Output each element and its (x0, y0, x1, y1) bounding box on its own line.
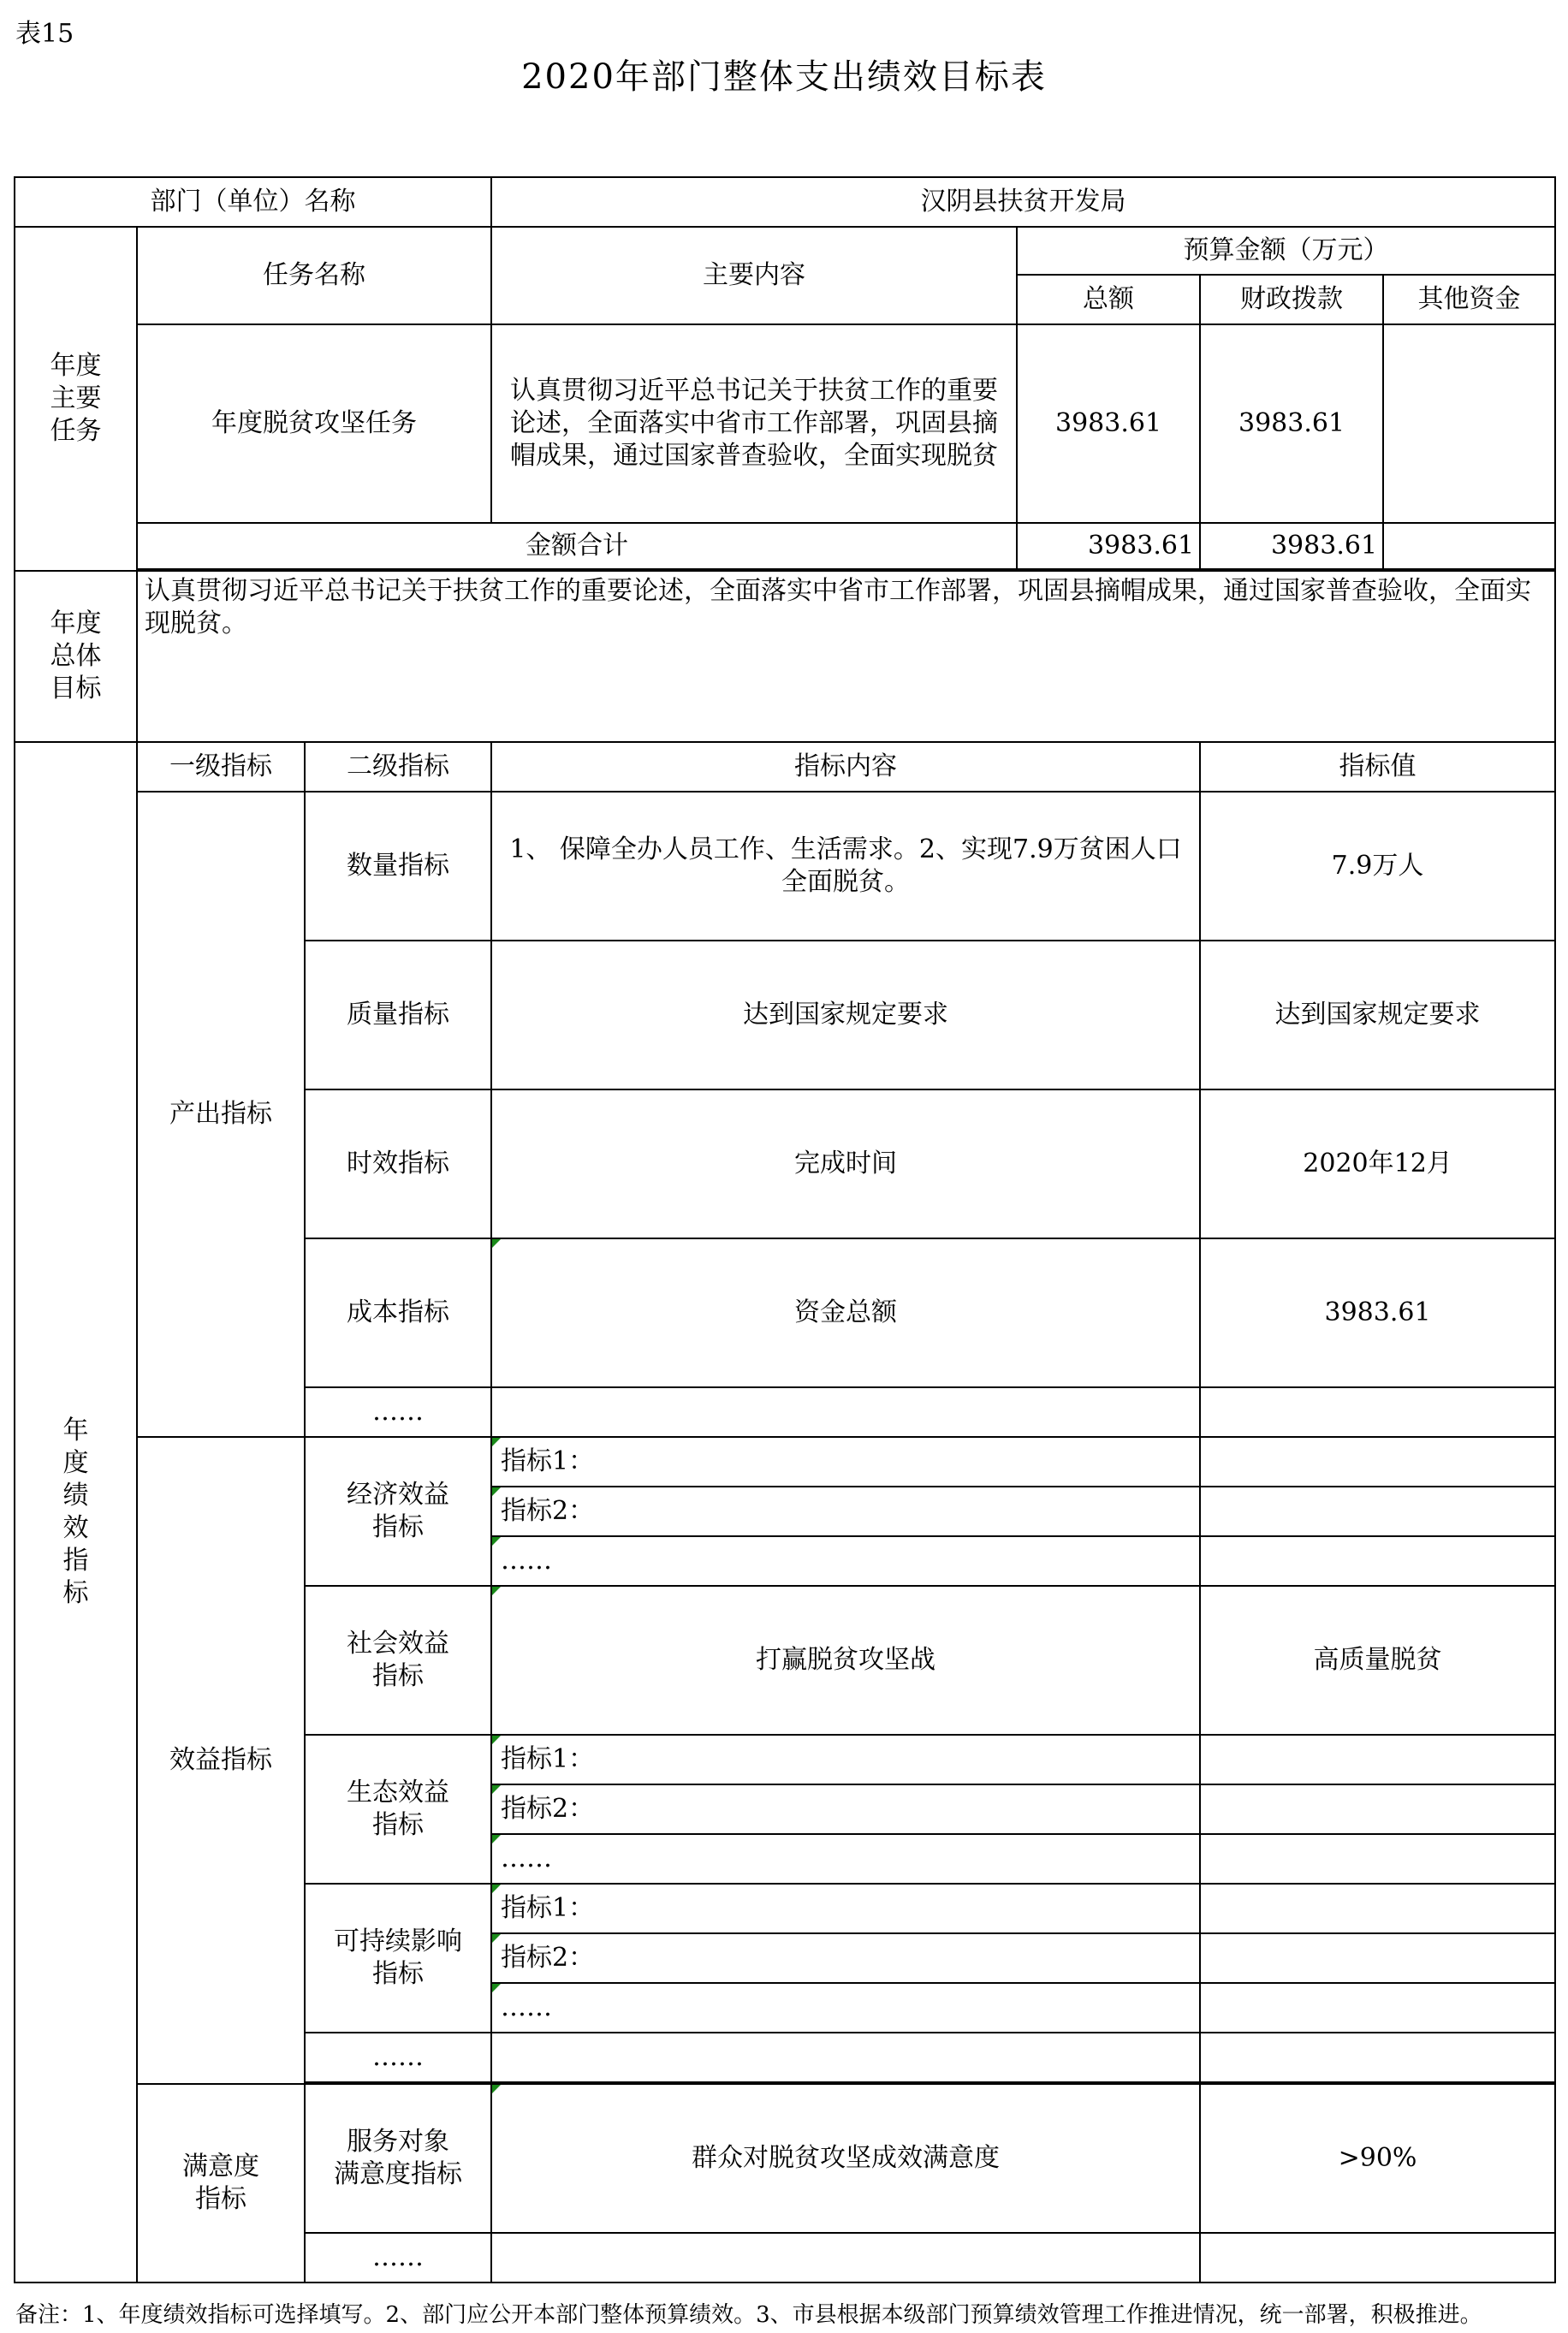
sum-fiscal: 3983.61 (1200, 523, 1383, 569)
economic-name: 经济效益 指标 (305, 1437, 491, 1586)
benefit-more: …… (305, 2033, 491, 2082)
quantity-value: 7.9万人 (1200, 792, 1555, 941)
output-label: 产出指标 (137, 792, 305, 1437)
ecological-item-1: 指标1： (491, 1735, 1200, 1784)
quality-name: 质量指标 (305, 941, 491, 1089)
economic-item-1: 指标1： (491, 1437, 1200, 1487)
benefit-more-value (1200, 2033, 1555, 2082)
task-content: 认真贯彻习近平总书记关于扶贫工作的重要论述，全面落实中省市工作部署，巩固县摘帽成果，通过国家普查验收，全面实现脱贫 (491, 324, 1017, 523)
annual-tasks-label: 年度 主要 任务 (15, 227, 137, 571)
economic-more: …… (491, 1536, 1200, 1586)
service-name: 服务对象 满意度指标 (305, 2084, 491, 2233)
ecological-more: …… (491, 1834, 1200, 1884)
performance-table (14, 176, 1556, 2283)
content-header: 指标内容 (491, 742, 1200, 792)
satisfaction-more: …… (305, 2233, 491, 2283)
overall-goal-text: 认真贯彻习近平总书记关于扶贫工作的重要论述，全面落实中省市工作部署，巩固县摘帽成果，通过国家普查验收，全面实现脱贫。 (137, 571, 1555, 742)
quality-value: 达到国家规定要求 (1200, 941, 1555, 1089)
task-other (1383, 324, 1555, 523)
output-more: …… (305, 1387, 491, 1437)
economic-value-more (1200, 1536, 1555, 1586)
cost-value: 3983.61 (1200, 1238, 1555, 1387)
lvl1-header: 一级指标 (137, 742, 305, 792)
sustainable-more: …… (491, 1983, 1200, 2033)
total-header: 总额 (1017, 275, 1200, 324)
perf-label: 年 度 绩 效 指 标 (15, 742, 137, 2283)
sustainable-name: 可持续影响 指标 (305, 1884, 491, 2033)
value-header: 指标值 (1200, 742, 1555, 792)
service-value: >90% (1200, 2084, 1555, 2233)
benefit-more-content (491, 2033, 1200, 2082)
overall-goal-label: 年度 总体 目标 (15, 571, 137, 742)
dept-label: 部门（单位）名称 (15, 177, 491, 227)
benefit-label: 效益指标 (137, 1437, 305, 2084)
output-more-value (1200, 1387, 1555, 1437)
social-value: 高质量脱贫 (1200, 1586, 1555, 1735)
sum-label: 金额合计 (137, 523, 1017, 569)
ecological-item-2: 指标2： (491, 1784, 1200, 1834)
fiscal-header: 财政拨款 (1200, 275, 1383, 324)
economic-value-1 (1200, 1437, 1555, 1487)
footnote: 备注：1、年度绩效指标可选择填写。2、部门应公开本部门整体预算绩效。3、市县根据本级部门预算绩效管理工作推进情况，统一部署，积极推进。 (15, 2302, 1482, 2328)
cost-name: 成本指标 (305, 1238, 491, 1387)
satisfaction-more-value (1200, 2233, 1555, 2283)
budget-header: 预算金额（万元） (1017, 227, 1555, 275)
economic-item-2: 指标2： (491, 1487, 1200, 1536)
lvl2-header: 二级指标 (305, 742, 491, 792)
economic-value-2 (1200, 1487, 1555, 1536)
task-content-header: 主要内容 (491, 227, 1017, 324)
timeliness-name: 时效指标 (305, 1089, 491, 1238)
social-content: 打赢脱贫攻坚战 (491, 1586, 1200, 1735)
satisfaction-more-content (491, 2233, 1200, 2283)
quantity-content: 1、 保障全办人员工作、生活需求。2、实现7.9万贫困人口全面脱贫。 (491, 792, 1200, 941)
sustainable-value-2 (1200, 1933, 1555, 1983)
ecological-value-2 (1200, 1784, 1555, 1834)
other-header: 其他资金 (1383, 275, 1555, 324)
task-name: 年度脱贫攻坚任务 (137, 324, 491, 523)
sustainable-item-2: 指标2： (491, 1933, 1200, 1983)
sum-total: 3983.61 (1017, 523, 1200, 569)
ecological-name: 生态效益 指标 (305, 1735, 491, 1884)
output-more-content (491, 1387, 1200, 1437)
timeliness-value: 2020年12月 (1200, 1089, 1555, 1238)
quantity-name: 数量指标 (305, 792, 491, 941)
service-content: 群众对脱贫攻坚成效满意度 (491, 2084, 1200, 2233)
dept-name: 汉阴县扶贫开发局 (491, 177, 1555, 227)
cost-content: 资金总额 (491, 1238, 1200, 1387)
sum-other (1383, 523, 1555, 569)
ecological-value-1 (1200, 1735, 1555, 1784)
timeliness-content: 完成时间 (491, 1089, 1200, 1238)
social-name: 社会效益 指标 (305, 1586, 491, 1735)
sheet-label: 表15 (15, 19, 74, 49)
sustainable-value-1 (1200, 1884, 1555, 1933)
task-name-header: 任务名称 (137, 227, 491, 324)
quality-content: 达到国家规定要求 (491, 941, 1200, 1089)
satisfaction-label: 满意度 指标 (137, 2084, 305, 2283)
ecological-value-more (1200, 1834, 1555, 1884)
sustainable-item-1: 指标1： (491, 1884, 1200, 1933)
sustainable-value-more (1200, 1983, 1555, 2033)
page-title: 2020年部门整体支出绩效目标表 (521, 57, 1047, 97)
task-total: 3983.61 (1017, 324, 1200, 523)
task-fiscal: 3983.61 (1200, 324, 1383, 523)
